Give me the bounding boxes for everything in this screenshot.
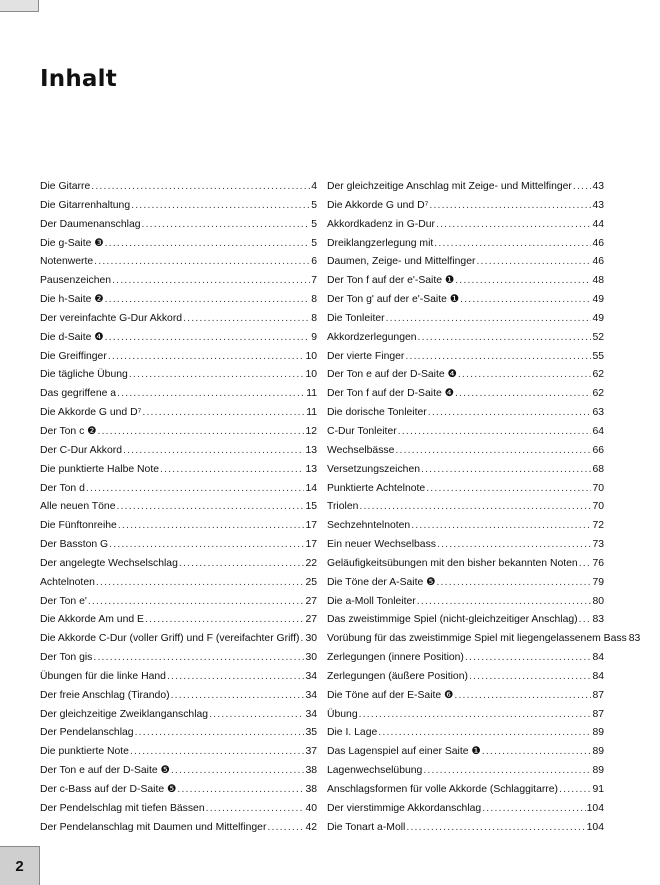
toc-entry-title: Der vierte Finger — [327, 350, 405, 362]
dot-leader — [437, 536, 591, 555]
toc-column-left — [40, 178, 317, 838]
toc-entry-page: 38 — [305, 784, 317, 795]
toc-entry-page: 6 — [311, 256, 317, 268]
toc-entry-title: Die g-Saite ❸ — [40, 237, 104, 249]
toc-entry-page: 34 — [305, 689, 317, 701]
dot-leader — [117, 498, 305, 517]
toc-entry[interactable] — [40, 480, 317, 499]
toc-entry-page: 76 — [592, 557, 604, 569]
toc-entry-page: 8 — [311, 294, 317, 306]
toc-entry-title: Die Akkorde G und D⁷ — [327, 199, 429, 211]
toc-entry-page: 72 — [592, 520, 604, 532]
toc-column-right — [327, 178, 641, 838]
toc-entry-title: Zerlegungen (innere Position) — [327, 652, 464, 664]
toc-entry-page: 7 — [311, 275, 317, 287]
dot-leader — [455, 272, 591, 291]
dot-leader — [454, 687, 591, 706]
toc-entry[interactable] — [40, 649, 317, 668]
toc-entry[interactable] — [327, 197, 604, 216]
toc-entry[interactable] — [327, 235, 604, 254]
dot-leader — [130, 743, 304, 762]
toc-entry-title: Übungen für die linke Hand — [40, 670, 166, 682]
toc-entry[interactable] — [40, 385, 317, 404]
toc-entry-page: 8 — [311, 312, 317, 324]
toc-entry-title: Akkordkadenz in G-Dur — [327, 218, 435, 230]
dot-leader — [417, 593, 592, 612]
toc-entry-page: 30 — [305, 652, 317, 664]
dot-leader — [206, 800, 305, 819]
toc-entry-page: 68 — [592, 463, 604, 475]
toc-entry-title: Notenwerte — [40, 256, 94, 268]
toc-entry-page: 43 — [592, 181, 604, 192]
toc-entry-title: Die Fünftonreihe — [40, 520, 117, 532]
toc-entry[interactable] — [327, 536, 604, 555]
toc-entry-page: 87 — [592, 689, 604, 701]
dot-leader — [142, 216, 311, 235]
toc-entry-page: 73 — [592, 539, 604, 551]
dot-leader — [86, 480, 305, 499]
toc-entry[interactable] — [327, 310, 604, 329]
toc-entry-page: 89 — [592, 727, 604, 739]
toc-entry[interactable] — [40, 819, 317, 838]
toc-entry-page: 40 — [305, 802, 317, 814]
toc-entry[interactable] — [327, 442, 604, 461]
dot-leader — [378, 724, 591, 743]
toc-entry-page: 4 — [311, 181, 317, 192]
dot-leader — [428, 404, 592, 423]
toc-entry-title: Die h-Saite ❷ — [40, 294, 104, 306]
toc-entry[interactable] — [327, 800, 604, 819]
toc-entry-page: 55 — [592, 350, 604, 362]
toc-entry-title: Die Akkorde G und D⁷ — [40, 407, 142, 419]
toc-entry[interactable] — [327, 668, 604, 687]
toc-entry-title: Geläufigkeitsübungen mit den bisher bekannten Noten — [327, 557, 578, 569]
toc-entry-title: Der vierstimmige Akkordanschlag — [327, 802, 482, 814]
toc-entry[interactable] — [327, 724, 604, 743]
toc-entry-title: Der Basston G — [40, 539, 109, 551]
dot-leader — [123, 442, 304, 461]
toc-entry[interactable] — [40, 461, 317, 480]
toc-entry-title: Der Pendelschlag mit tiefen Bässen — [40, 802, 205, 814]
toc-entry-page: 11 — [306, 407, 317, 419]
toc-entry-title: Der Pendelanschlag mit Daumen und Mittelfinger — [40, 821, 267, 833]
toc-entry[interactable] — [40, 442, 317, 461]
dot-leader — [118, 517, 305, 536]
toc-entry[interactable] — [327, 348, 604, 367]
dot-leader — [94, 253, 310, 272]
toc-entry[interactable] — [327, 743, 604, 762]
toc-entry-page: 15 — [305, 501, 317, 513]
toc-entry[interactable] — [327, 706, 604, 725]
dot-leader — [171, 762, 305, 781]
toc-entry-title: Wechselbässe — [327, 444, 395, 456]
dot-leader — [405, 348, 591, 367]
dot-leader — [105, 291, 311, 310]
toc-entry-page: 11 — [306, 388, 317, 400]
dot-leader — [469, 668, 592, 687]
dot-leader — [112, 272, 310, 291]
toc-entry-title: Die dorische Tonleiter — [327, 407, 427, 419]
toc-entry[interactable] — [40, 555, 317, 574]
toc-entry-page: 34 — [305, 670, 317, 682]
toc-entry-title: Achtelnoten — [40, 576, 95, 588]
toc-entry[interactable] — [327, 366, 604, 385]
toc-entry-page: 25 — [305, 576, 317, 588]
toc-entry-title: Die punktierte Halbe Note — [40, 463, 159, 475]
toc-entry-page: 84 — [592, 670, 604, 682]
toc-entry-title: Lagenwechselübung — [327, 765, 423, 777]
dot-leader — [359, 706, 592, 725]
toc-entry-title: Die tägliche Übung — [40, 369, 128, 381]
toc-entry[interactable] — [40, 272, 317, 291]
dot-leader — [421, 461, 591, 480]
toc-entry[interactable] — [327, 819, 604, 838]
dot-leader — [359, 498, 591, 517]
toc-entry[interactable] — [40, 743, 317, 762]
toc-entry-title: Anschlagsformen für volle Akkorde (Schlaggitarre) — [327, 784, 559, 795]
toc-entry[interactable] — [40, 536, 317, 555]
toc-entry-page: 12 — [305, 425, 317, 437]
toc-entry-title: Die Tonleiter — [327, 312, 385, 324]
toc-entry[interactable] — [327, 178, 604, 197]
dot-leader — [559, 781, 591, 800]
toc-entry-title: Die I. Lage — [327, 727, 378, 739]
dot-leader — [460, 291, 591, 310]
toc-entry[interactable] — [327, 517, 604, 536]
toc-entry[interactable] — [327, 404, 604, 423]
toc-entry-title: Ein neuer Wechselbass — [327, 539, 436, 551]
toc-entry-page: 64 — [592, 425, 604, 437]
toc-entry[interactable] — [40, 329, 317, 348]
toc-entry[interactable] — [40, 593, 317, 612]
dot-leader — [579, 555, 592, 574]
toc-entry-page: 5 — [311, 237, 317, 249]
toc-entry[interactable] — [327, 555, 604, 574]
dot-leader — [476, 253, 591, 272]
toc-entry-page: 27 — [305, 595, 317, 607]
toc-entry[interactable] — [327, 498, 604, 517]
toc-entry[interactable] — [327, 781, 604, 800]
toc-entry-title: Die Tonart a-Moll — [327, 821, 406, 833]
toc-entry-page: 10 — [305, 350, 317, 362]
toc-entry[interactable] — [40, 366, 317, 385]
toc-entry-title: Der Pendelanschlag — [40, 727, 134, 739]
toc-entry[interactable] — [327, 593, 604, 612]
toc-entry-page: 5 — [311, 218, 317, 230]
toc-entry-page: 79 — [592, 576, 604, 588]
toc-entry-title: Alle neuen Töne — [40, 501, 116, 513]
toc-entry-title: Der Ton c ❷ — [40, 425, 97, 437]
toc-entry-title: Die Gitarrenhaltung — [40, 199, 131, 211]
toc-entry-title: Die Töne der A-Saite ❺ — [327, 576, 436, 588]
toc-entry[interactable] — [327, 687, 604, 706]
toc-entry-title: C-Dur Tonleiter — [327, 425, 397, 437]
dot-leader — [458, 366, 592, 385]
dot-leader — [160, 461, 304, 480]
toc-entry-title: Dreiklangzerlegung mit — [327, 237, 434, 249]
toc-entry[interactable] — [327, 385, 604, 404]
toc-entry-page: 49 — [592, 312, 604, 324]
toc-entry[interactable] — [327, 461, 604, 480]
dot-leader — [423, 762, 591, 781]
dot-leader — [183, 310, 310, 329]
toc-entry-page: 104 — [586, 802, 604, 814]
toc-entry-title: Akkordzerlegungen — [327, 331, 417, 343]
dot-leader — [267, 819, 304, 838]
toc-entry[interactable] — [327, 253, 604, 272]
toc-entry-page: 35 — [305, 727, 317, 739]
toc-entry-page: 13 — [305, 463, 317, 475]
toc-entry-page: 9 — [311, 331, 317, 343]
dot-leader — [88, 593, 305, 612]
toc-entry[interactable] — [40, 235, 317, 254]
toc-entry[interactable] — [40, 687, 317, 706]
dot-leader — [426, 480, 591, 499]
toc-entry-page: 83 — [592, 614, 604, 626]
toc-entry[interactable] — [40, 800, 317, 819]
dot-leader — [142, 404, 305, 423]
toc-entry[interactable] — [40, 253, 317, 272]
dot-leader — [455, 385, 591, 404]
toc-entry-page: 46 — [592, 237, 604, 249]
toc-entry-title: Zerlegungen (äußere Position) — [327, 670, 468, 682]
toc-entry[interactable] — [40, 574, 317, 593]
toc-entry[interactable] — [40, 310, 317, 329]
dot-leader — [179, 555, 305, 574]
toc-entry-page: 52 — [592, 331, 604, 343]
toc-entry[interactable] — [40, 630, 317, 649]
toc-entry-title: Das zweistimmige Spiel (nicht-gleichzeitiger Anschlag) — [327, 614, 578, 626]
dot-leader — [300, 630, 304, 649]
toc-entry-page: 70 — [592, 501, 604, 513]
toc-entry-page: 17 — [305, 539, 317, 551]
toc-entry-page: 70 — [592, 482, 604, 494]
toc-entry-title: Der Ton f auf der D-Saite ❹ — [327, 388, 454, 400]
toc-entry-title: Das gegriffene a — [40, 388, 117, 400]
toc-entry[interactable] — [40, 498, 317, 517]
toc-entry-title: Die Töne auf der E-Saite ❻ — [327, 689, 454, 701]
page-title: Inhalt — [40, 66, 117, 92]
toc-entry-page: 49 — [592, 294, 604, 306]
toc-entry-page: 5 — [311, 199, 317, 211]
page-number-badge — [0, 846, 40, 885]
toc-entry[interactable] — [40, 517, 317, 536]
toc-entry-page: 84 — [592, 652, 604, 664]
toc-entry-title: Daumen, Zeige- und Mittelfinger — [327, 256, 476, 268]
toc-entry-title: Die punktierte Note — [40, 746, 129, 758]
page-number: 2 — [15, 857, 24, 875]
toc-entry-title: Die Greiffinger — [40, 350, 107, 362]
toc-entry-page: 44 — [592, 218, 604, 230]
toc-entry-page: 13 — [305, 444, 317, 456]
toc-entry-page: 63 — [592, 407, 604, 419]
dot-leader — [436, 574, 591, 593]
toc-entry[interactable] — [40, 706, 317, 725]
toc-entry-title: Der angelegte Wechselschlag — [40, 557, 178, 569]
toc-entry[interactable] — [327, 423, 604, 442]
toc-entry-title: Das Lagenspiel auf einer Saite ❶ — [327, 746, 481, 758]
toc-entry-page: 83 — [628, 633, 641, 645]
dot-leader — [429, 197, 591, 216]
dot-leader — [411, 517, 591, 536]
toc-entry-title: Der gleichzeitige Anschlag mit Zeige- und Mittelfinger — [327, 181, 572, 192]
toc-entry-title: Der Ton gis — [40, 652, 93, 664]
toc-entry[interactable] — [327, 272, 604, 291]
dot-leader — [97, 423, 304, 442]
toc-entry-title: Der c-Bass auf der D-Saite ❺ — [40, 784, 177, 795]
toc-entry-title: Der Ton d — [40, 482, 85, 494]
toc-entry[interactable] — [327, 649, 604, 668]
dot-leader — [91, 178, 310, 197]
toc-entry-title: Punktierte Achtelnote — [327, 482, 426, 494]
toc-entry[interactable] — [40, 611, 317, 630]
toc-entry-title: Die Akkorde Am und E — [40, 614, 144, 626]
toc-entry-title: Vorübung für das zweistimmige Spiel mit liegengelassenem Bass — [327, 633, 627, 645]
toc-entry-title: Die Akkorde C-Dur (voller Griff) und F (vereifachter Griff) — [40, 633, 300, 645]
toc-entry-title: Der freie Anschlag (Tirando) — [40, 689, 170, 701]
toc-entry-page: 42 — [305, 821, 317, 833]
dot-leader — [171, 687, 305, 706]
toc-entry[interactable] — [40, 724, 317, 743]
dot-leader — [108, 348, 305, 367]
dot-leader — [482, 800, 585, 819]
toc-entry[interactable] — [40, 781, 317, 800]
dot-leader — [398, 423, 592, 442]
toc-entry-page: 66 — [592, 444, 604, 456]
dot-leader — [436, 216, 591, 235]
toc-entry-page: 14 — [305, 482, 317, 494]
toc-entry-title: Die Gitarre — [40, 181, 91, 192]
dot-leader — [395, 442, 591, 461]
dot-leader — [418, 329, 592, 348]
dot-leader — [145, 611, 304, 630]
toc-entry[interactable] — [40, 404, 317, 423]
toc-entry-page: 43 — [592, 199, 604, 211]
dot-leader — [93, 649, 304, 668]
toc-entry-title: Der Ton e' — [40, 595, 87, 607]
dot-leader — [482, 743, 592, 762]
toc-entry-page: 48 — [592, 275, 604, 287]
toc-entry-page: 87 — [592, 708, 604, 720]
toc-entry[interactable] — [40, 348, 317, 367]
toc-entry-page: 22 — [305, 557, 317, 569]
toc-entry-page: 62 — [592, 388, 604, 400]
dot-leader — [465, 649, 592, 668]
toc-entry-title: Versetzungszeichen — [327, 463, 420, 475]
dot-leader — [406, 819, 585, 838]
toc-entry[interactable] — [327, 291, 604, 310]
toc-entry[interactable] — [327, 216, 604, 235]
dot-leader — [167, 668, 305, 687]
toc-entry-page: 89 — [592, 746, 604, 758]
toc-entry-page: 91 — [592, 784, 604, 795]
dot-leader — [105, 235, 311, 254]
toc-entry-title: Der Daumenanschlag — [40, 218, 141, 230]
toc-entry[interactable] — [40, 216, 317, 235]
dot-leader — [573, 178, 592, 197]
dot-leader — [209, 706, 304, 725]
toc-entry[interactable] — [40, 762, 317, 781]
dot-leader — [386, 310, 592, 329]
toc-entry-page: 46 — [592, 256, 604, 268]
toc-entry-title: Die a-Moll Tonleiter — [327, 595, 416, 607]
dot-leader — [109, 536, 304, 555]
dot-leader — [135, 724, 305, 743]
toc-entry[interactable] — [327, 329, 604, 348]
toc-entry-page: 34 — [305, 708, 317, 720]
dot-leader — [177, 781, 304, 800]
toc-entry-title: Pausenzeichen — [40, 275, 112, 287]
toc-entry-page: 30 — [305, 633, 317, 645]
toc-entry[interactable] — [40, 178, 317, 197]
dot-leader — [579, 611, 592, 630]
toc-entry-page: 104 — [586, 821, 604, 833]
dot-leader — [105, 329, 311, 348]
dot-leader — [96, 574, 305, 593]
toc-entry-page: 27 — [305, 614, 317, 626]
toc-entry-title: Triolen — [327, 501, 359, 513]
toc-entry[interactable] — [40, 291, 317, 310]
toc-entry-title: Der Ton e auf der D-Saite ❺ — [40, 765, 170, 777]
dot-leader — [129, 366, 305, 385]
dot-leader — [434, 235, 591, 254]
toc-entry-page: 10 — [305, 369, 317, 381]
toc-entry-page: 17 — [305, 520, 317, 532]
dot-leader — [117, 385, 305, 404]
toc-entry-page: 37 — [305, 746, 317, 758]
toc-entry-page: 89 — [592, 765, 604, 777]
toc-entry-page: 38 — [305, 765, 317, 777]
toc-entry-title: Sechzehntelnoten — [327, 520, 411, 532]
toc-entry-page: 62 — [592, 369, 604, 381]
toc-entry-title: Der C-Dur Akkord — [40, 444, 122, 456]
toc-entry[interactable] — [327, 630, 641, 649]
toc-entry-page: 80 — [592, 595, 604, 607]
toc-entry[interactable] — [40, 197, 317, 216]
corner-tab — [0, 0, 39, 12]
toc-entry[interactable] — [327, 574, 604, 593]
toc-entry-title: Der Ton f auf der e'-Saite ❶ — [327, 275, 455, 287]
toc-entry[interactable] — [40, 423, 317, 442]
toc-entry[interactable] — [327, 480, 604, 499]
toc-entry-title: Der Ton g' auf der e'-Saite ❶ — [327, 294, 460, 306]
dot-leader — [131, 197, 310, 216]
toc-entry[interactable] — [327, 611, 604, 630]
toc-entry-title: Der vereinfachte G-Dur Akkord — [40, 312, 183, 324]
toc-entry[interactable] — [327, 762, 604, 781]
toc-entry-title: Der Ton e auf der D-Saite ❹ — [327, 369, 457, 381]
toc-entry-title: Die d-Saite ❹ — [40, 331, 104, 343]
toc-entry-title: Übung — [327, 708, 358, 720]
toc-entry[interactable] — [40, 668, 317, 687]
toc-entry-title: Der gleichzeitige Zweiklanganschlag — [40, 708, 209, 720]
